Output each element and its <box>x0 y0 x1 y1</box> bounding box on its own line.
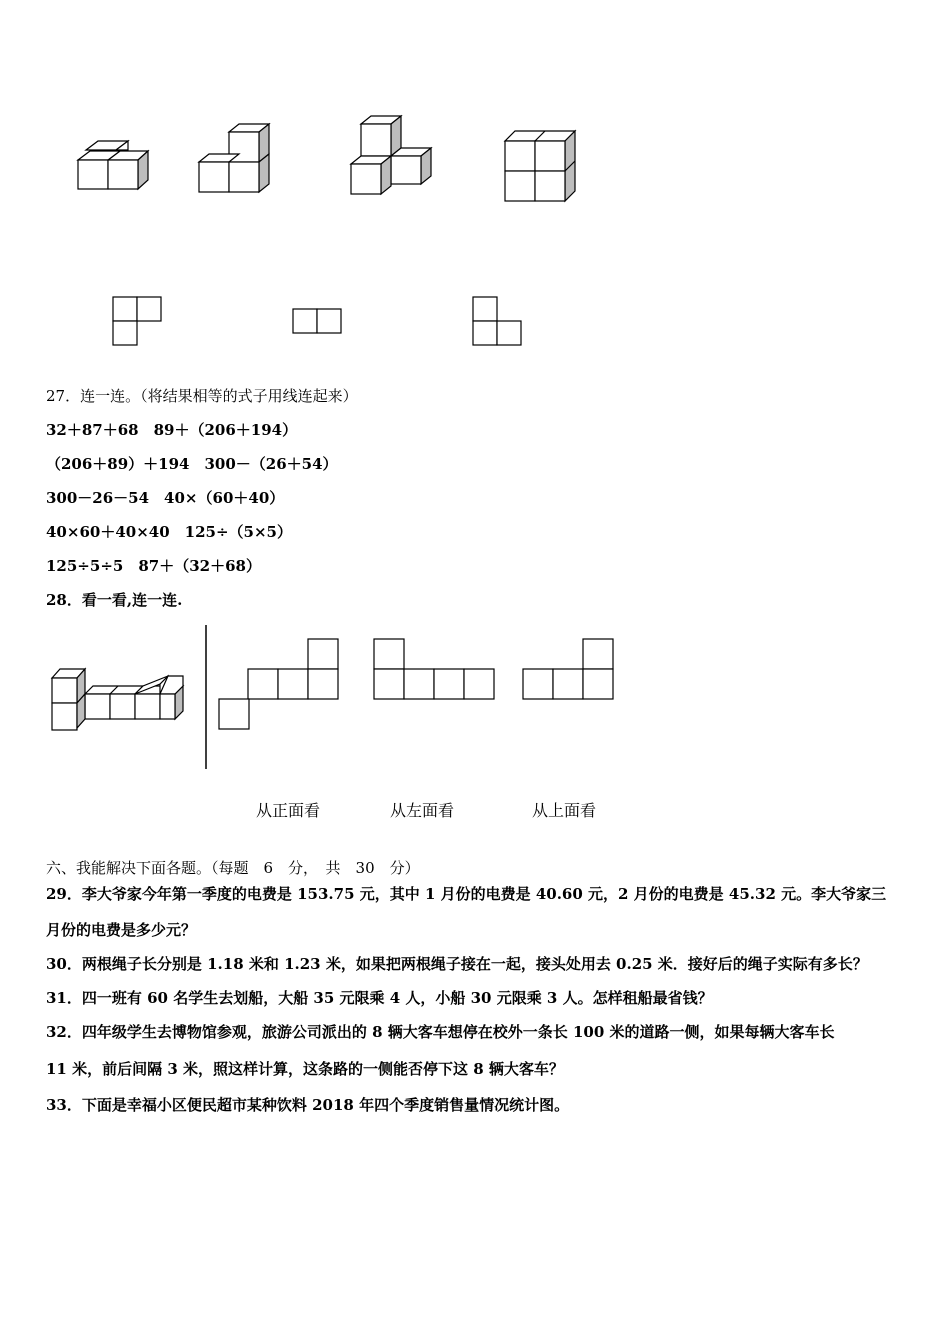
q30: 30．两根绳子长分别是 1.18 米和 1.23 米，如果把两根绳子接在一起，接头处用去 0.25 米．接好后的绳子实际有多长？ <box>46 955 868 973</box>
view-shape-3 <box>472 296 524 348</box>
q29-line-1: 29．李大爷家今年第一季度的电费是 153.75 元，其中 1 月份的电费是 40.60 元，2 月份的电费是 45.32 元。李大爷家三 <box>46 885 887 903</box>
view-shape-2 <box>292 308 344 336</box>
cube-figure-1 <box>76 138 150 192</box>
q28-title: 28．看一看,连一连. <box>46 591 183 609</box>
caption-left-view: 从左面看 <box>390 801 455 820</box>
q28-view-shape-3 <box>522 638 616 702</box>
q27-row-4: 40×60＋40×40 125÷（5×5） <box>46 523 292 541</box>
q28-cube-figure <box>48 666 184 734</box>
q27-row-3: 300－26－54 40×（60＋40） <box>46 489 285 507</box>
cube-figure-2 <box>197 122 271 196</box>
q27-row-2: （206＋89）＋194 300－（26＋54） <box>46 455 338 473</box>
q28-divider-line <box>204 625 208 770</box>
q33: 33．下面是幸福小区便民超市某种饮料 2018 年四个季度销售量情况统计图。 <box>46 1096 570 1114</box>
q29-line-2: 月份的电费是多少元？ <box>46 921 197 939</box>
q28-view-shape-2 <box>373 638 497 702</box>
section-6-title: 六、我能解决下面各题。（每题 6 分， 共 30 分） <box>46 859 420 877</box>
q31: 31．四一班有 60 名学生去划船，大船 35 元限乘 4 人，小船 30 元限乘 3 人。怎样租船最省钱？ <box>46 989 713 1007</box>
q32-line-2: 11 米，前后间隔 3 米，照这样计算，这条路的一侧能否停下这 8 辆大客车？ <box>46 1060 564 1078</box>
cube-figure-3 <box>349 114 433 198</box>
q28-view-shape-1 <box>218 638 342 732</box>
q32-line-1: 32．四年级学生去博物馆参观，旅游公司派出的 8 辆大客车想停在校外一条长 100 米的道路一侧，如果每辆大客车长 <box>46 1023 835 1041</box>
q27-row-5: 125÷5÷5 87＋（32＋68） <box>46 557 261 575</box>
caption-top-view: 从上面看 <box>532 801 597 820</box>
caption-front-view: 从正面看 <box>256 801 321 820</box>
q27-row-1: 32＋87＋68 89＋（206＋194） <box>46 421 298 439</box>
cube-figure-4 <box>503 129 579 205</box>
q27-title: 27．连一连。（将结果相等的式子用线连起来） <box>46 387 358 405</box>
view-shape-1 <box>112 296 164 348</box>
